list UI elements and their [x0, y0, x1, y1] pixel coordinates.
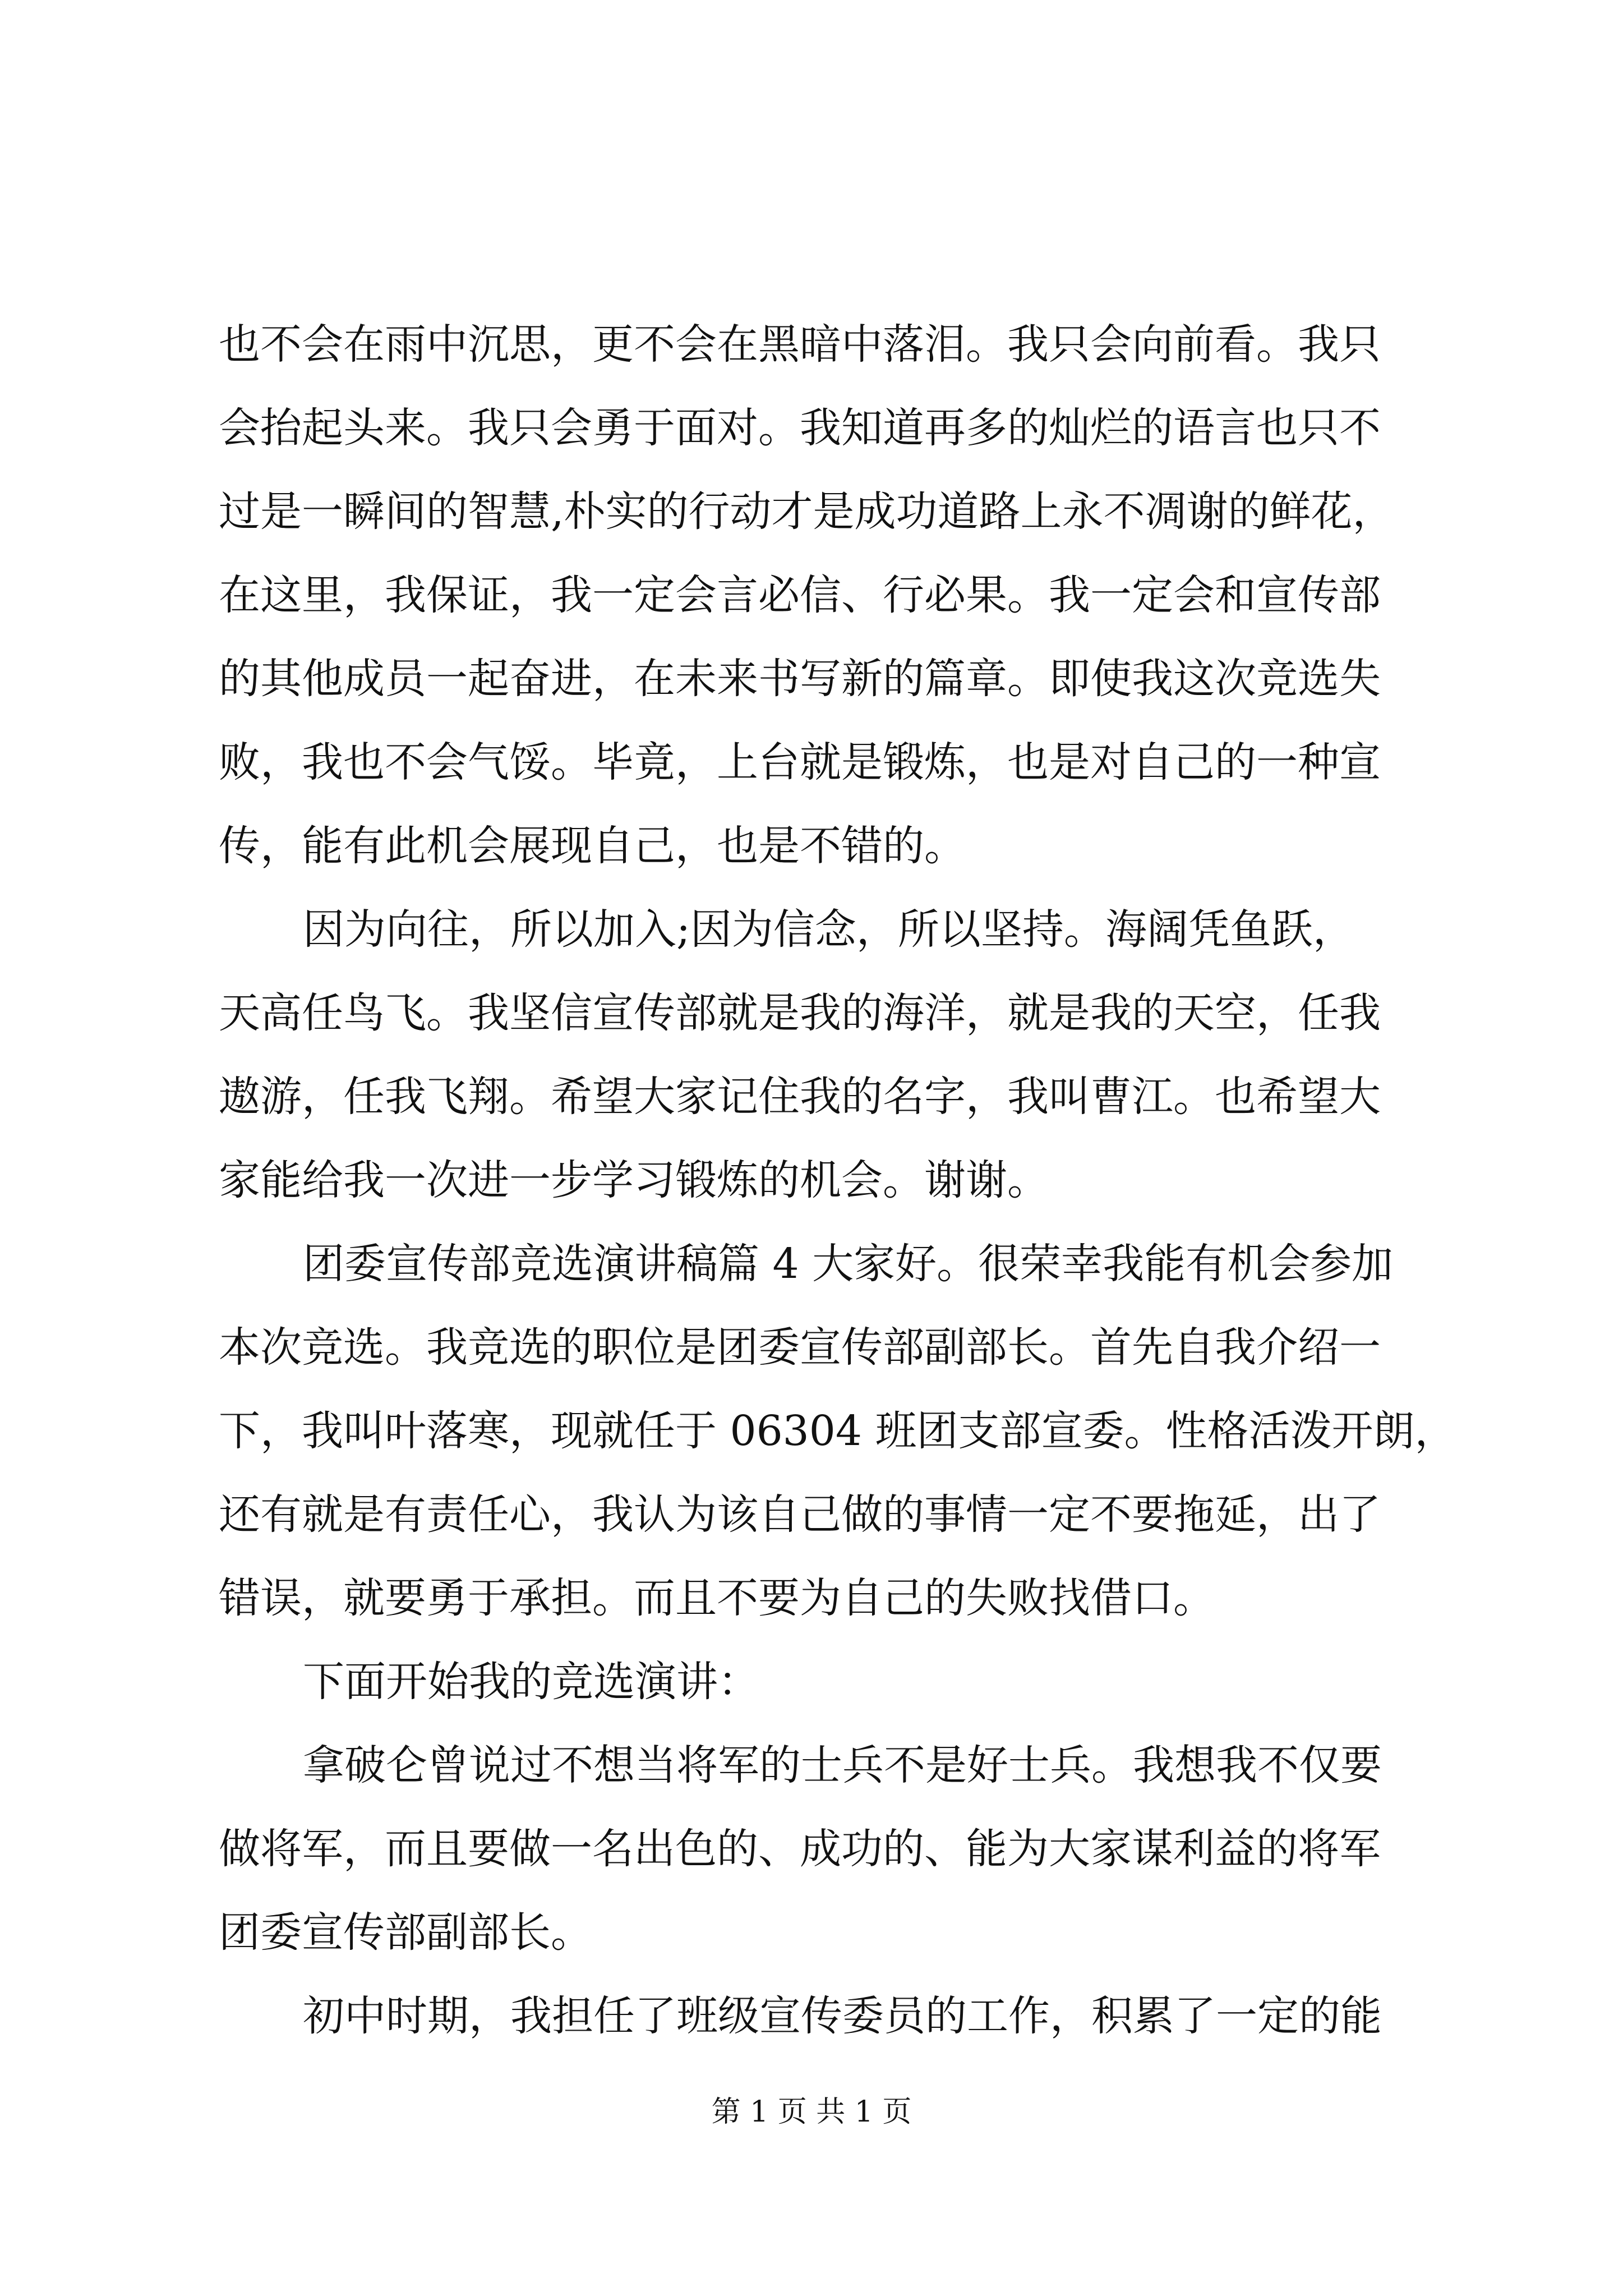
- text-line: 也不会在雨中沉思，更不会在黑暗中落泪。我只会向前看。我只: [219, 320, 1381, 369]
- text-line: 团委宣传部副部长。: [219, 1908, 592, 1957]
- text-line: 错误，就要勇于承担。而且不要为自己的失败找借口。: [219, 1574, 1215, 1622]
- paragraph-first-line: 因为向往，所以加入;因为信念，所以坚持。海阔凭鱼跃，: [303, 905, 1354, 954]
- text-line: 还有就是有责任心，我认为该自己做的事情一定不要拖延，出了: [219, 1490, 1381, 1539]
- paragraph-first-line: 下面开始我的竞选演讲：: [303, 1658, 759, 1706]
- text-line: 遨游，任我飞翔。希望大家记住我的名字，我叫曹江。也希望大: [219, 1073, 1381, 1121]
- text-line: 传，能有此机会展现自己，也是不错的。: [219, 822, 966, 870]
- paragraph-first-line: 初中时期，我担任了班级宣传委员的工作，积累了一定的能: [303, 1992, 1382, 2040]
- text-line: 在这里，我保证，我一定会言必信、行必果。我一定会和宣传部: [219, 571, 1381, 619]
- document-body: [219, 303, 1456, 2058]
- text-line: 败，我也不会气馁。毕竟，上台就是锻炼，也是对自己的一种宣: [219, 738, 1381, 786]
- page-number-label: 第 1 页 共 1 页: [711, 2095, 912, 2129]
- paragraph-first-line: 团委宣传部竞选演讲稿篇 4 大家好。很荣幸我能有机会参加: [303, 1240, 1394, 1288]
- text-line: 过是一瞬间的智慧,朴实的行动才是成功道路上永不凋谢的鲜花，: [219, 487, 1394, 536]
- text-line: 本次竞选。我竞选的职位是团委宣传部副部长。首先自我介绍一: [219, 1323, 1381, 1372]
- paragraph-first-line: 拿破仑曾说过不想当将军的士兵不是好士兵。我想我不仅要: [303, 1741, 1382, 1789]
- text-line: 下，我叫叶落寒，现就任于 06304 班团支部宣委。性格活泼开朗，: [219, 1407, 1456, 1455]
- text-line: 家能给我一次进一步学习锻炼的机会。谢谢。: [219, 1156, 1049, 1204]
- page-footer: [0, 2092, 1623, 2132]
- text-line: 会抬起头来。我只会勇于面对。我知道再多的灿烂的语言也只不: [219, 404, 1381, 452]
- text-line: 做将军，而且要做一名出色的、成功的、能为大家谋利益的将军: [219, 1825, 1381, 1873]
- text-line: 天高任鸟飞。我坚信宣传部就是我的海洋，就是我的天空，任我: [219, 989, 1381, 1037]
- text-line: 的其他成员一起奋进，在未来书写新的篇章。即使我这次竞选失: [219, 655, 1381, 703]
